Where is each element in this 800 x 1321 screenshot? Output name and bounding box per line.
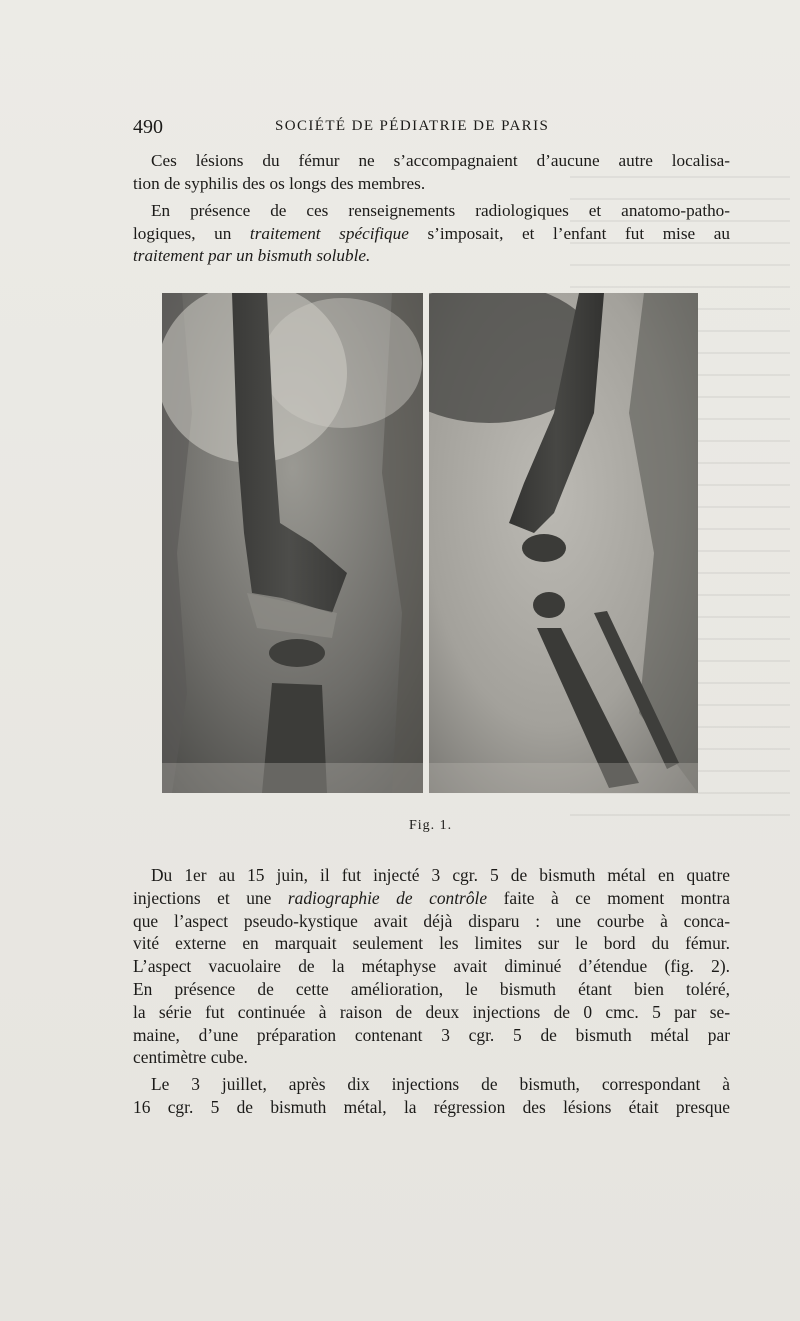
radiograph-figure [162,293,698,793]
text-line: L’aspect vacuolaire de la métaphyse avait diminué d’étendue (fig. 2). [133,956,730,977]
radiograph-left [162,293,423,793]
text-line: maine, d’une préparation contenant 3 cgr. 5 de bismuth métal par [133,1024,730,1045]
italic-run: traitement par un bismuth soluble. [133,246,371,266]
text-line: 16 cgr. 5 de bismuth métal, la régression des lésions était presque [133,1096,730,1117]
italic-run: traitement spécifique [249,223,409,243]
paragraph-1 [133,150,730,195]
text-line: En présence de cette amélioration, le bismuth étant bien toléré, [133,978,730,999]
page-number: 490 [133,116,163,138]
paragraph-3 [133,864,730,1069]
text-line: la série fut continuée à raison de deux injections de 0 cmc. 5 par se- [133,1001,730,1022]
text-run: faite à ce moment montra [487,887,730,908]
text-line: Du 1er au 15 juin, il fut injecté 3 cgr. 5 de bismuth métal en quatre [151,865,730,885]
text-line: vité externe en marquait seulement les limites sur le bord du fémur. [133,933,730,954]
text-line: tion de syphilis des os longs des membres. [133,173,426,193]
paragraph-2 [133,200,730,268]
italic-run: radiographie de contrôle [287,887,488,908]
text-run: logiques, un [133,223,250,243]
radiograph-right [429,293,698,793]
text-line [133,223,730,246]
text-line [133,245,730,268]
text-run: injections et une [133,887,288,908]
text-line: que l’aspect pseudo-kystique avait déjà disparu : une courbe à conca- [133,910,730,931]
paragraph-4 [133,1073,730,1119]
text-line [133,887,730,910]
text-run: s’imposait, et l’enfant fut mise au [408,223,730,243]
journal-title: SOCIÉTÉ DE PÉDIATRIE DE PARIS [275,118,550,134]
text-line: Ces lésions du fémur ne s’accompagnaient d’aucune autre localisa- [151,151,730,170]
text-line: En présence de ces renseignements radiologiques et anatomo-patho- [151,201,730,220]
text-line: centimètre cube. [133,1047,248,1068]
running-header [133,116,730,140]
text-line: Le 3 juillet, après dix injections de bismuth, correspondant à [151,1074,730,1094]
figure-caption: Fig. 1. [409,818,453,833]
